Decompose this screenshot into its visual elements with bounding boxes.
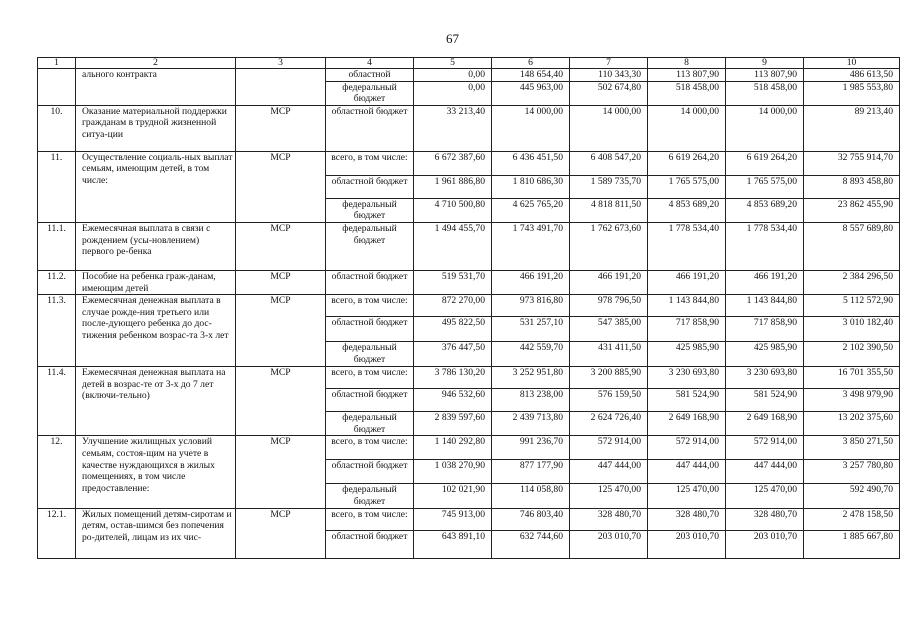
amount-cell: 203 010,70 <box>648 530 726 558</box>
measure-name: Ежемесячная денежная выплата в случае рожде-ния третьего или после-дующего ребенка до дос-тижения ребенком возрас-та 3-х лет <box>76 295 236 367</box>
amount-cell: 8 557 689,80 <box>804 222 900 270</box>
executor: МСР <box>236 105 326 151</box>
executor: МСР <box>236 367 326 436</box>
column-number: 3 <box>236 58 326 69</box>
amount-cell: 125 470,00 <box>726 484 804 508</box>
row-number <box>38 69 76 106</box>
table-row <box>38 105 900 151</box>
amount-cell: 519 531,70 <box>414 270 492 294</box>
amount-cell: 1 589 735,70 <box>570 175 648 198</box>
column-number: 10 <box>804 58 900 69</box>
funding-source: всего, в том числе: <box>326 151 414 175</box>
amount-cell: 466 191,20 <box>492 270 570 294</box>
amount-cell: 1 762 673,60 <box>570 222 648 270</box>
amount-cell: 0,00 <box>414 81 492 105</box>
amount-cell: 425 985,90 <box>648 342 726 367</box>
amount-cell: 376 447,50 <box>414 342 492 367</box>
amount-cell: 572 914,00 <box>648 436 726 460</box>
amount-cell: 502 674,80 <box>570 81 648 105</box>
amount-cell: 6 436 451,50 <box>492 151 570 175</box>
amount-cell: 2 649 168,90 <box>648 412 726 436</box>
amount-cell: 2 439 713,80 <box>492 412 570 436</box>
executor: МСР <box>236 151 326 222</box>
amount-cell: 431 411,50 <box>570 342 648 367</box>
amount-cell: 1 765 575,00 <box>648 175 726 198</box>
amount-cell: 14 000,00 <box>492 105 570 151</box>
table-body <box>38 58 900 559</box>
amount-cell: 14 000,00 <box>648 105 726 151</box>
amount-cell: 1 961 886,80 <box>414 175 492 198</box>
executor: МСР <box>236 508 326 558</box>
amount-cell: 16 701 355,50 <box>804 367 900 389</box>
amount-cell: 113 807,90 <box>648 69 726 82</box>
amount-cell: 0,00 <box>414 69 492 82</box>
measure-name: Осуществление социаль-ных выплат семьям, имеющим детей, в том числе: <box>76 151 236 222</box>
amount-cell: 946 532,60 <box>414 389 492 412</box>
row-number: 10. <box>38 105 76 151</box>
row-number: 11.3. <box>38 295 76 367</box>
amount-cell: 531 257,10 <box>492 317 570 342</box>
amount-cell: 495 822,50 <box>414 317 492 342</box>
amount-cell: 6 672 387,60 <box>414 151 492 175</box>
table-row <box>38 151 900 175</box>
amount-cell: 632 744,60 <box>492 530 570 558</box>
funding-source: областной бюджет <box>326 270 414 294</box>
amount-cell: 110 343,30 <box>570 69 648 82</box>
amount-cell: 14 000,00 <box>726 105 804 151</box>
amount-cell: 3 786 130,20 <box>414 367 492 389</box>
amount-cell: 2 649 168,90 <box>726 412 804 436</box>
amount-cell: 203 010,70 <box>570 530 648 558</box>
amount-cell: 643 891,10 <box>414 530 492 558</box>
amount-cell: 3 200 885,90 <box>570 367 648 389</box>
measure-name: Улучшение жилищных условий семьям, состоя-щим на учете в качестве нуждающихся в жилых помещениях, в том числе предоставление: <box>76 436 236 508</box>
amount-cell: 1 143 844,80 <box>648 295 726 317</box>
amount-cell: 2 478 158,50 <box>804 508 900 530</box>
measure-name: ального контракта <box>76 69 236 106</box>
amount-cell: 447 444,00 <box>726 460 804 484</box>
executor: МСР <box>236 436 326 508</box>
funding-source: областной бюджет <box>326 389 414 412</box>
amount-cell: 576 159,50 <box>570 389 648 412</box>
amount-cell: 13 202 375,60 <box>804 412 900 436</box>
amount-cell: 518 458,00 <box>648 81 726 105</box>
amount-cell: 581 524,90 <box>726 389 804 412</box>
funding-source: областной бюджет <box>326 105 414 151</box>
column-number: 1 <box>38 58 76 69</box>
amount-cell: 3 252 951,80 <box>492 367 570 389</box>
column-number-row <box>38 58 900 69</box>
amount-cell: 14 000,00 <box>570 105 648 151</box>
amount-cell: 3 230 693,80 <box>726 367 804 389</box>
amount-cell: 1 143 844,80 <box>726 295 804 317</box>
amount-cell: 2 102 390,50 <box>804 342 900 367</box>
amount-cell: 1 810 686,30 <box>492 175 570 198</box>
amount-cell: 6 619 264,20 <box>648 151 726 175</box>
column-number: 7 <box>570 58 648 69</box>
funding-source: федеральный бюджет <box>326 198 414 222</box>
funding-source: всего, в том числе: <box>326 436 414 460</box>
amount-cell: 717 858,90 <box>648 317 726 342</box>
funding-source: областной бюджет <box>326 460 414 484</box>
amount-cell: 114 058,80 <box>492 484 570 508</box>
amount-cell: 4 710 500,80 <box>414 198 492 222</box>
executor: МСР <box>236 270 326 294</box>
amount-cell: 6 408 547,20 <box>570 151 648 175</box>
budget-table <box>37 57 900 559</box>
row-number: 12.1. <box>38 508 76 558</box>
amount-cell: 425 985,90 <box>726 342 804 367</box>
measure-name: Жилых помещений детям-сиротам и детям, остав-шимся без попечения ро-дителей, лицам из их чис- <box>76 508 236 558</box>
amount-cell: 33 213,40 <box>414 105 492 151</box>
amount-cell: 991 236,70 <box>492 436 570 460</box>
column-number: 2 <box>76 58 236 69</box>
amount-cell: 203 010,70 <box>726 530 804 558</box>
amount-cell: 148 654,40 <box>492 69 570 82</box>
executor <box>236 69 326 106</box>
amount-cell: 447 444,00 <box>648 460 726 484</box>
amount-cell: 978 796,50 <box>570 295 648 317</box>
amount-cell: 581 524,90 <box>648 389 726 412</box>
amount-cell: 1 885 667,80 <box>804 530 900 558</box>
amount-cell: 592 490,70 <box>804 484 900 508</box>
column-number: 5 <box>414 58 492 69</box>
amount-cell: 466 191,20 <box>648 270 726 294</box>
funding-source: федеральный бюджет <box>326 81 414 105</box>
table-row <box>38 69 900 82</box>
amount-cell: 877 177,90 <box>492 460 570 484</box>
amount-cell: 4 625 765,20 <box>492 198 570 222</box>
amount-cell: 442 559,70 <box>492 342 570 367</box>
amount-cell: 1 140 292,80 <box>414 436 492 460</box>
amount-cell: 89 213,40 <box>804 105 900 151</box>
funding-source: федеральный бюджет <box>326 484 414 508</box>
table-row <box>38 295 900 317</box>
amount-cell: 4 853 689,20 <box>648 198 726 222</box>
amount-cell: 466 191,20 <box>726 270 804 294</box>
row-number: 11.4. <box>38 367 76 436</box>
amount-cell: 717 858,90 <box>726 317 804 342</box>
amount-cell: 2 624 726,40 <box>570 412 648 436</box>
funding-source: федеральный бюджет <box>326 342 414 367</box>
table-row <box>38 508 900 530</box>
amount-cell: 4 853 689,20 <box>726 198 804 222</box>
amount-cell: 486 613,50 <box>804 69 900 82</box>
amount-cell: 466 191,20 <box>570 270 648 294</box>
amount-cell: 32 755 914,70 <box>804 151 900 175</box>
measure-name: Ежемесячная выплата в связи с рождением (усы-новлением) первого ре-бенка <box>76 222 236 270</box>
executor: МСР <box>236 222 326 270</box>
column-number: 8 <box>648 58 726 69</box>
funding-source: федеральный бюджет <box>326 412 414 436</box>
amount-cell: 1 778 534,40 <box>726 222 804 270</box>
amount-cell: 3 230 693,80 <box>648 367 726 389</box>
amount-cell: 4 818 811,50 <box>570 198 648 222</box>
amount-cell: 328 480,70 <box>570 508 648 530</box>
funding-source: федеральный бюджет <box>326 222 414 270</box>
funding-source: всего, в том числе: <box>326 367 414 389</box>
amount-cell: 3 010 182,40 <box>804 317 900 342</box>
amount-cell: 1 743 491,70 <box>492 222 570 270</box>
funding-source: областной бюджет <box>326 530 414 558</box>
measure-name: Оказание материальной поддержки гражданам в трудной жизненной ситуа-ции <box>76 105 236 151</box>
amount-cell: 1 778 534,40 <box>648 222 726 270</box>
funding-source: областной бюджет <box>326 175 414 198</box>
amount-cell: 3 257 780,80 <box>804 460 900 484</box>
amount-cell: 872 270,00 <box>414 295 492 317</box>
column-number: 4 <box>326 58 414 69</box>
amount-cell: 328 480,70 <box>726 508 804 530</box>
amount-cell: 518 458,00 <box>726 81 804 105</box>
table-row <box>38 222 900 270</box>
funding-source: областной <box>326 69 414 82</box>
funding-source: областной бюджет <box>326 317 414 342</box>
table-row <box>38 436 900 460</box>
amount-cell: 3 498 979,90 <box>804 389 900 412</box>
page-number: 67 <box>446 31 459 46</box>
amount-cell: 1 038 270,90 <box>414 460 492 484</box>
executor: МСР <box>236 295 326 367</box>
amount-cell: 745 913,00 <box>414 508 492 530</box>
amount-cell: 973 816,80 <box>492 295 570 317</box>
amount-cell: 447 444,00 <box>570 460 648 484</box>
amount-cell: 5 112 572,90 <box>804 295 900 317</box>
column-number: 9 <box>726 58 804 69</box>
amount-cell: 328 480,70 <box>648 508 726 530</box>
amount-cell: 125 470,00 <box>570 484 648 508</box>
amount-cell: 23 862 455,90 <box>804 198 900 222</box>
amount-cell: 125 470,00 <box>648 484 726 508</box>
amount-cell: 572 914,00 <box>726 436 804 460</box>
amount-cell: 102 021,90 <box>414 484 492 508</box>
amount-cell: 2 384 296,50 <box>804 270 900 294</box>
amount-cell: 572 914,00 <box>570 436 648 460</box>
amount-cell: 813 238,00 <box>492 389 570 412</box>
amount-cell: 445 963,00 <box>492 81 570 105</box>
amount-cell: 6 619 264,20 <box>726 151 804 175</box>
row-number: 11. <box>38 151 76 222</box>
row-number: 11.2. <box>38 270 76 294</box>
row-number: 12. <box>38 436 76 508</box>
amount-cell: 8 893 458,80 <box>804 175 900 198</box>
column-number: 6 <box>492 58 570 69</box>
row-number: 11.1. <box>38 222 76 270</box>
amount-cell: 1 985 553,80 <box>804 81 900 105</box>
amount-cell: 1 765 575,00 <box>726 175 804 198</box>
measure-name: Пособие на ребенка граж-данам, имеющим детей <box>76 270 236 294</box>
amount-cell: 746 803,40 <box>492 508 570 530</box>
measure-name: Ежемесячная денежная выплата на детей в возрас-те от 3-х до 7 лет (включи-тельно) <box>76 367 236 436</box>
funding-source: всего, в том числе: <box>326 295 414 317</box>
table-row <box>38 367 900 389</box>
funding-source: всего, в том числе: <box>326 508 414 530</box>
amount-cell: 3 850 271,50 <box>804 436 900 460</box>
amount-cell: 547 385,00 <box>570 317 648 342</box>
amount-cell: 113 807,90 <box>726 69 804 82</box>
amount-cell: 1 494 455,70 <box>414 222 492 270</box>
amount-cell: 2 839 597,60 <box>414 412 492 436</box>
table-row <box>38 270 900 294</box>
